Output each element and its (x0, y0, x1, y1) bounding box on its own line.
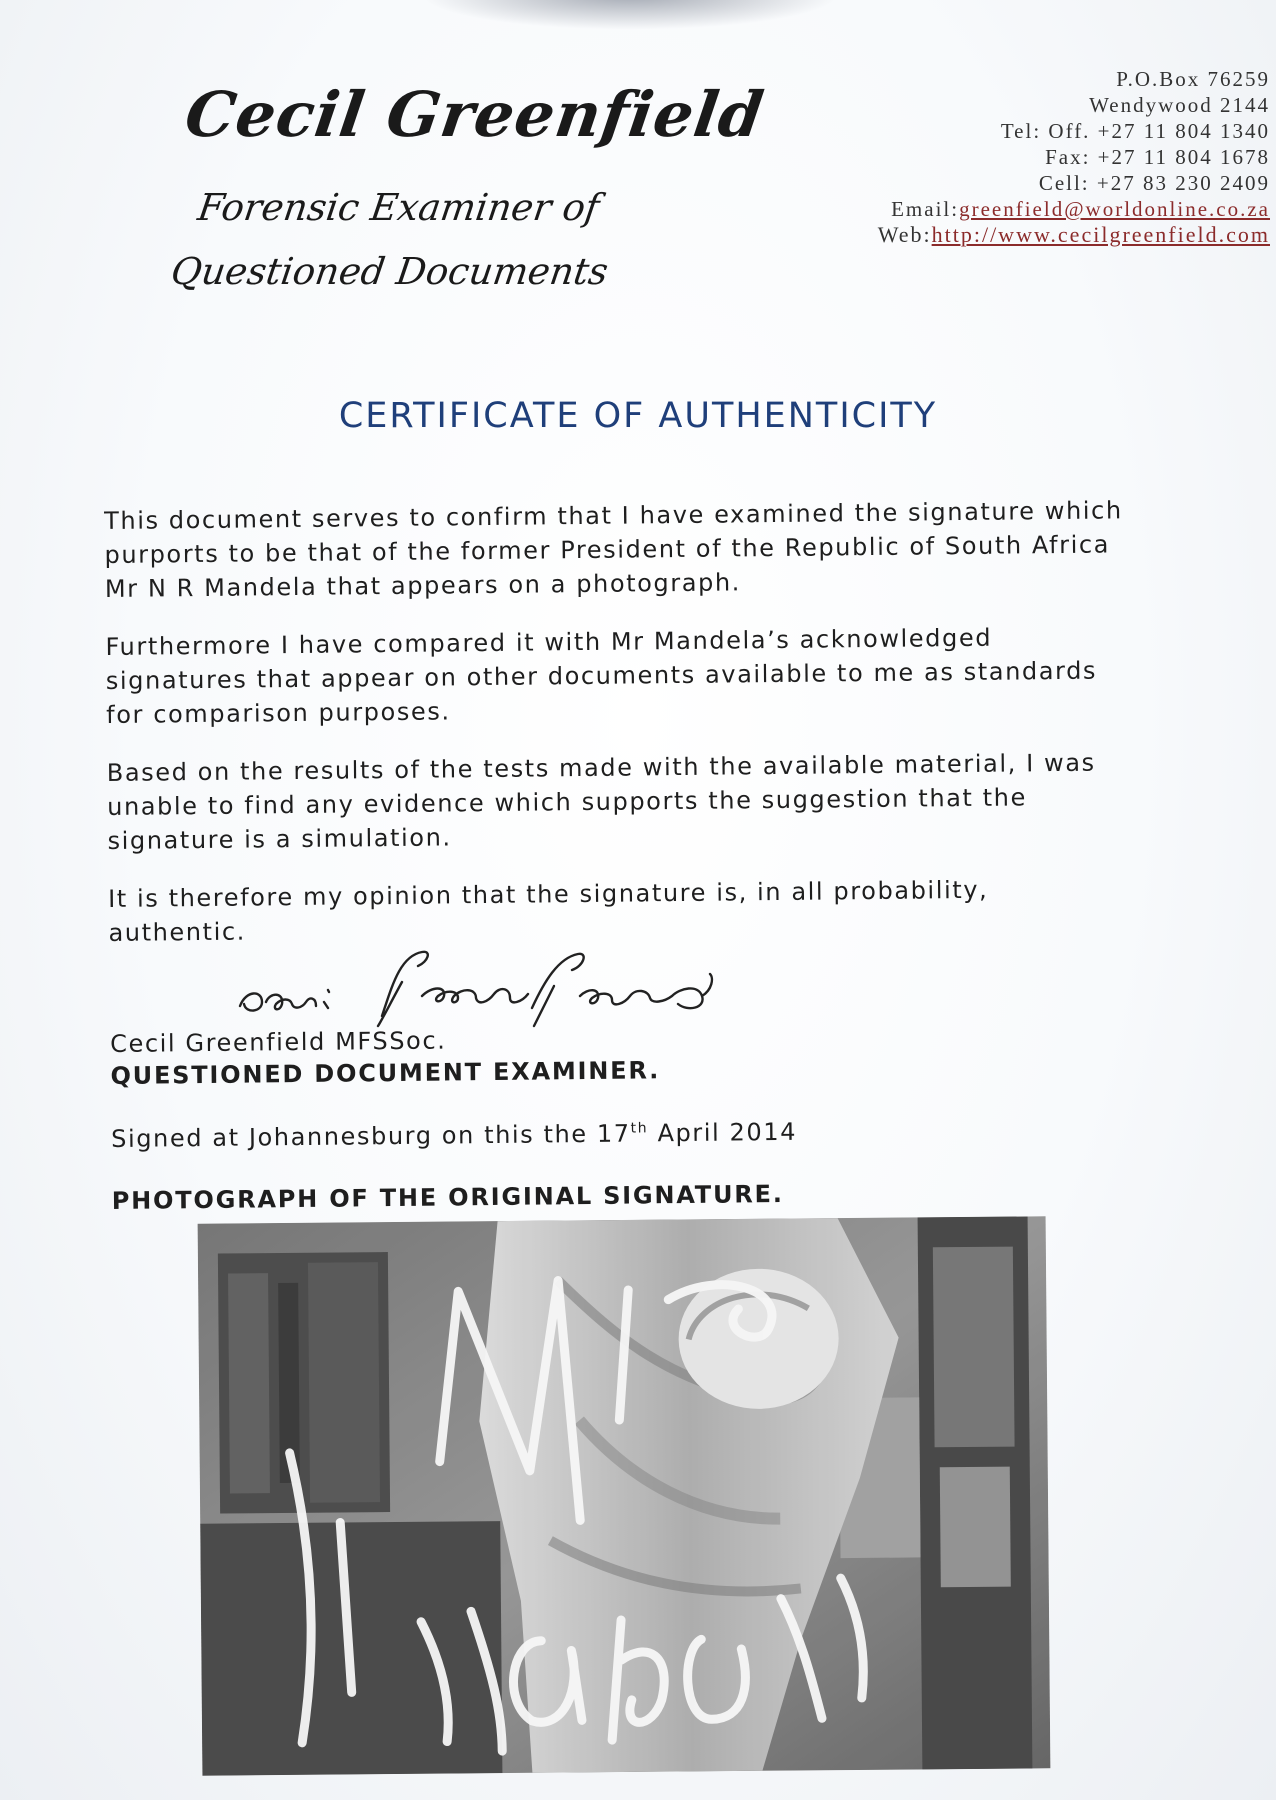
paragraph-examined: This document serves to confirm that I have examined the signature which purports to be that of the former President of the Republic of South Africa Mr N R Mandela that appears on a photograph. (104, 496, 1123, 603)
certificate-body (104, 492, 1209, 973)
page-shadow (420, 0, 840, 30)
signed-line (111, 1106, 1211, 1155)
examiner-signature (232, 946, 772, 1028)
web-label: Web: (877, 222, 932, 247)
certificate-title: CERTIFICATE OF AUTHENTICITY (338, 396, 938, 436)
email-link[interactable]: greenfield@worldonline.co.za (959, 197, 1270, 221)
signature-photograph (198, 1216, 1051, 1775)
contact-po-box: P.O.Box 76259 (1116, 67, 1270, 91)
contact-email-row (750, 196, 1270, 222)
letterhead-name: Cecil Greenfield (180, 78, 769, 151)
contact-fax: Fax: +27 11 804 1678 (1045, 145, 1270, 169)
signed-suffix: April 2014 (648, 1117, 798, 1148)
signer-name: Cecil Greenfield MFSSoc. (110, 1026, 447, 1058)
contact-web-row (750, 222, 1270, 248)
paragraph-opinion: It is therefore my opinion that the signature is, in all probability, authentic. (107, 875, 989, 947)
signer-role: QUESTIONED DOCUMENT EXAMINER. (110, 1056, 661, 1090)
email-label: Email: (891, 197, 960, 221)
signer-block (110, 1016, 1212, 1217)
signed-prefix: Signed at Johannesburg on this the 17 (111, 1119, 631, 1153)
contact-block (750, 66, 1270, 248)
letterhead-subtitle: Forensic Examiner of Questioned Documents (168, 186, 611, 293)
contact-area: Wendywood 2144 (1089, 93, 1270, 117)
signed-ordinal: th (630, 1120, 649, 1137)
contact-cell: Cell: +27 83 230 2409 (1038, 171, 1270, 195)
web-link[interactable]: http://www.cecilgreenfield.com (931, 222, 1270, 247)
paragraph-results: Based on the results of the tests made with the available material, I was unable to find any evidence which supports the suggestion that the signature is a simulation. (106, 748, 1096, 855)
paragraph-compared: Furthermore I have compared it with Mr Mandela’s acknowledged signatures that appear on other documents available to me as standards for comparison purposes. (105, 623, 1098, 729)
photo-caption: PHOTOGRAPH OF THE ORIGINAL SIGNATURE. (111, 1179, 784, 1215)
contact-tel: Tel: Off. +27 11 804 1340 (1000, 119, 1270, 143)
